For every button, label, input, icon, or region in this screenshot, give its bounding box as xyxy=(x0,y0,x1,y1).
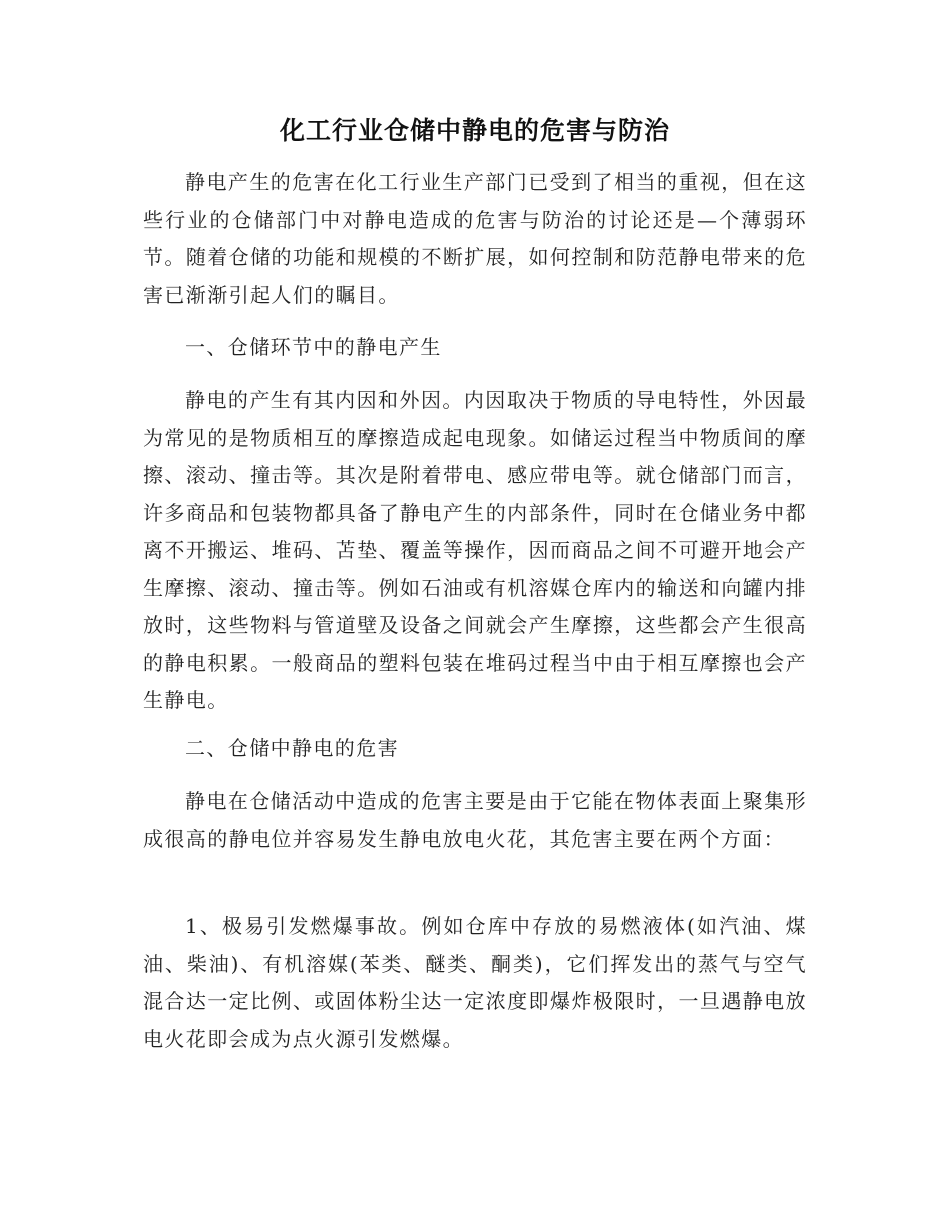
document-title: 化工行业仓储中静电的危害与防治 xyxy=(279,116,670,145)
paragraph-intro: 静电产生的危害在化工行业生产部门已受到了相当的重视，但在这些行业的仓储部门中对静电造成的危害与防治的讨论还是—个薄弱环节。随着仓储的功能和规模的不断扩展，如何控制和防范静电带来的危害已渐渐引起人们的瞩目。 xyxy=(143,170,807,307)
paragraph-fire-hazard: 1、极易引发燃爆事故。例如仓库中存放的易燃液体(如汽油、煤油、柴油)、有机溶媒(苯类、醚类、酮类)，它们挥发出的蒸气与空气混合达一定比例、或固体粉尘达一定浓度即爆炸极限时，一旦遇静电放电火花即会成为点火源引发燃爆。 xyxy=(143,914,807,1051)
section-heading-1: 一、仓储环节中的静电产生 xyxy=(185,335,442,359)
section-heading-2: 二、仓储中静电的危害 xyxy=(185,736,399,760)
paragraph-static-generation: 静电的产生有其内因和外因。内因取决于物质的导电特性，外因最为常见的是物质相互的摩擦造成起电现象。如储运过程当中物质间的摩擦、滚动、撞击等。其次是附着带电、感应带电等。就仓储部门而言，许多商品和包装物都具备了静电产生的内部条件，同时在仓储业务中都离不开搬运、堆码、苫垫、覆盖等操作，因而商品之间不可避开地会产生摩擦、滚动、撞击等。例如石油或有机溶媒仓库内的输送和向罐内排放时，这些物料与管道壁及设备之间就会产生摩擦，这些都会产生很高的静电积累。一般商品的塑料包装在堆码过程当中由于相互摩擦也会产生静电。 xyxy=(143,388,807,712)
paragraph-hazards: 静电在仓储活动中造成的危害主要是由于它能在物体表面上聚集形成很高的静电位并容易发生静电放电火花，其危害主要在两个方面： xyxy=(143,789,807,851)
